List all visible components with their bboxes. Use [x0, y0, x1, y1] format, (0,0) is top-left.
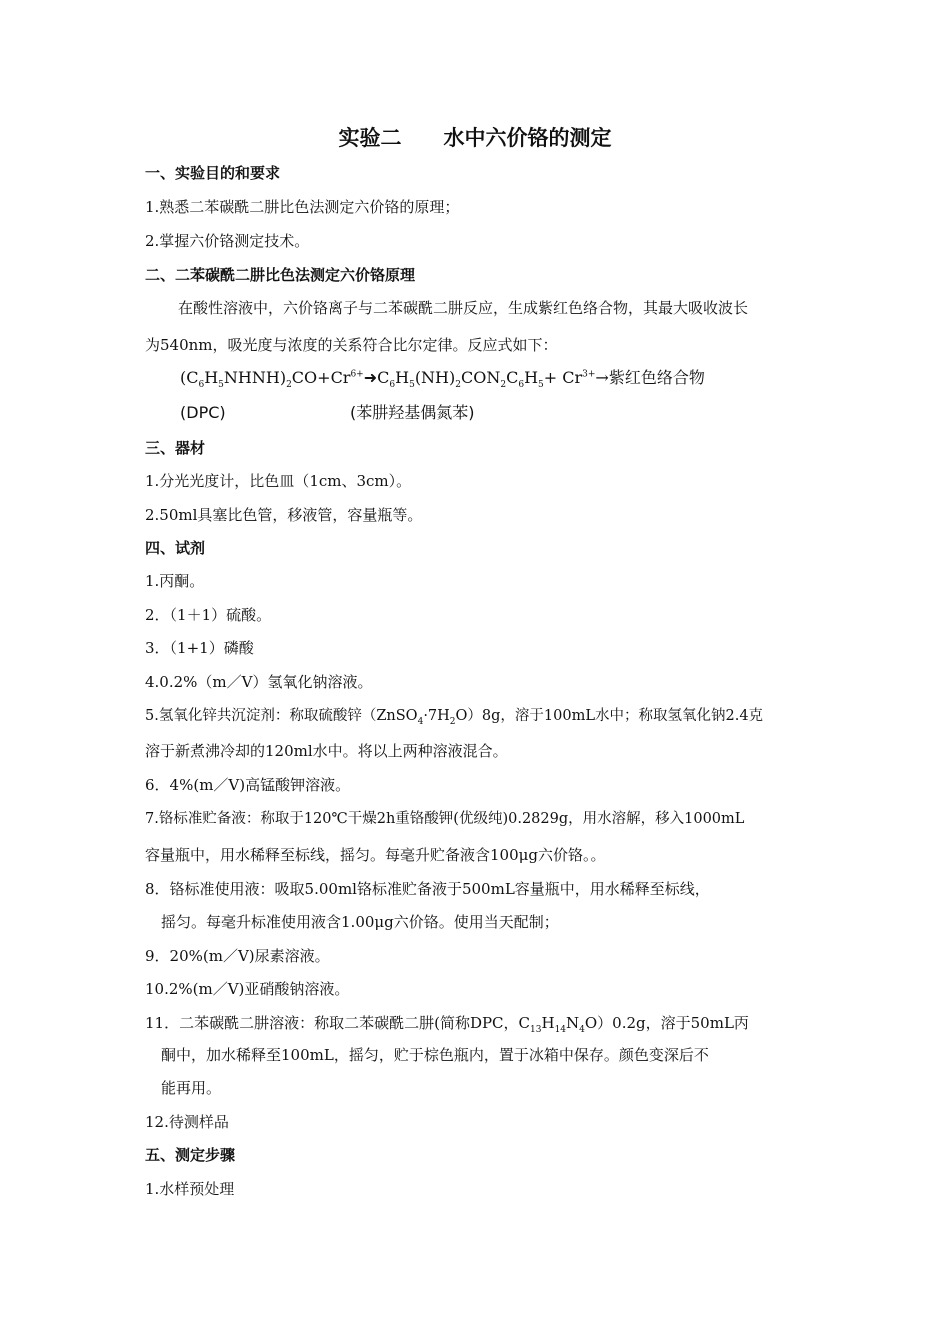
section-heading-5: 五、测定步骤 — [145, 1146, 236, 1164]
objective-1: 1.熟悉二苯碳酰二肼比色法测定六价铬的原理； — [145, 198, 460, 216]
page-title: 实验二 水中六价铬的测定 — [338, 126, 612, 150]
reagent-10: 10.2%(m／V)亚硝酸钠溶液。 — [145, 980, 350, 998]
section-heading-2: 二、二苯碳酰二肼比色法测定六价铬原理 — [145, 266, 416, 284]
reaction-arrow-icon: → — [595, 368, 609, 387]
principle-paragraph-line-1: 在酸性溶液中，六价铬离子与二苯碳酰二肼反应，生成紫红色络合物，其最大吸收波长 — [178, 299, 749, 317]
reagent-7-line-2: 容量瓶中，用水稀释至标线，摇匀。每毫升贮备液含100μg六价铬。。 — [145, 846, 606, 864]
reagent-9: 9．20%(m／V)尿素溶液。 — [145, 947, 330, 965]
reagent-11-line-1: 11．二苯碳酰二肼溶液：称取二苯碳酰二肼(简称DPC，$C_{13}H_{14}N_4O)0.2g$，溶于50mL丙 — [145, 1014, 749, 1035]
section-heading-3: 三、器材 — [145, 439, 206, 457]
reagent-11-line-3: 能再用。 — [161, 1079, 222, 1097]
reagent-8-line-2: 摇匀。每毫升标准使用液含1.00μg六价铬。使用当天配制； — [161, 913, 559, 931]
reagent-11-line-2: 酮中，加水稀释至100mL，摇匀，贮于棕色瓶内，置于冰箱中保存。颜色变深后不 — [161, 1046, 709, 1064]
equipment-2: 2.50ml具塞比色管，移液管，容量瓶等。 — [145, 506, 423, 524]
reagent-8-line-1: 8．铬标准使用液：吸取5.00ml铬标准贮备液于500mL容量瓶中，用水稀释至标线， — [145, 880, 710, 898]
reagent-2: 2．（1＋1）硫酸。 — [145, 606, 272, 624]
step-1: 1.水样预处理 — [145, 1180, 235, 1198]
reaction-equation: $(C_6H_5NHNH)_2CO+Cr^{6+}➜C_6H_5(NH)_2CON_2C_6H_5+ Cr^{3+}\to$紫红色络合物 — [180, 368, 705, 391]
section-heading-4: 四、试剂 — [145, 539, 206, 557]
reagent-1: 1.丙酮。 — [145, 572, 205, 590]
equipment-1: 1.分光光度计，比色皿（1cm、3cm）。 — [145, 472, 412, 490]
reagent-5-line-2: 溶于新煮沸冷却的120ml水中。将以上两种溶液混合。 — [145, 742, 508, 760]
reaction-arrow-icon: ➜ — [363, 368, 378, 387]
reagent-3: 3．（1+1）磷酸 — [145, 639, 254, 657]
dpc-label: (DPC) — [180, 403, 226, 422]
principle-paragraph-line-2: 为540nm，吸光度与浓度的关系符合比尔定律。反应式如下： — [145, 336, 558, 354]
objective-2: 2.掌握六价铬测定技术。 — [145, 232, 310, 250]
reagent-12: 12.待测样品 — [145, 1113, 229, 1131]
reagent-4: 4.0.2%（m／V）氢氧化钠溶液。 — [145, 673, 373, 691]
reagent-5-line-1: 5.氢氧化锌共沉淀剂：称取硫酸锌$(ZnSO_4\cdot 7H_2O)8g$，溶于100mL水中；称取氢氧化钠2.4克 — [145, 708, 764, 727]
reagent-7-line-1: 7.铬标准贮备液：称取于120℃干燥2h重铬酸钾(优级纯)0.2829g，用水溶解，移入1000mL — [145, 811, 745, 827]
section-heading-1: 一、实验目的和要求 — [145, 164, 281, 182]
product-label: (苯肼羟基偶氮苯) — [350, 403, 475, 422]
reagent-6: 6．4%(m／V)高锰酸钾溶液。 — [145, 776, 351, 794]
